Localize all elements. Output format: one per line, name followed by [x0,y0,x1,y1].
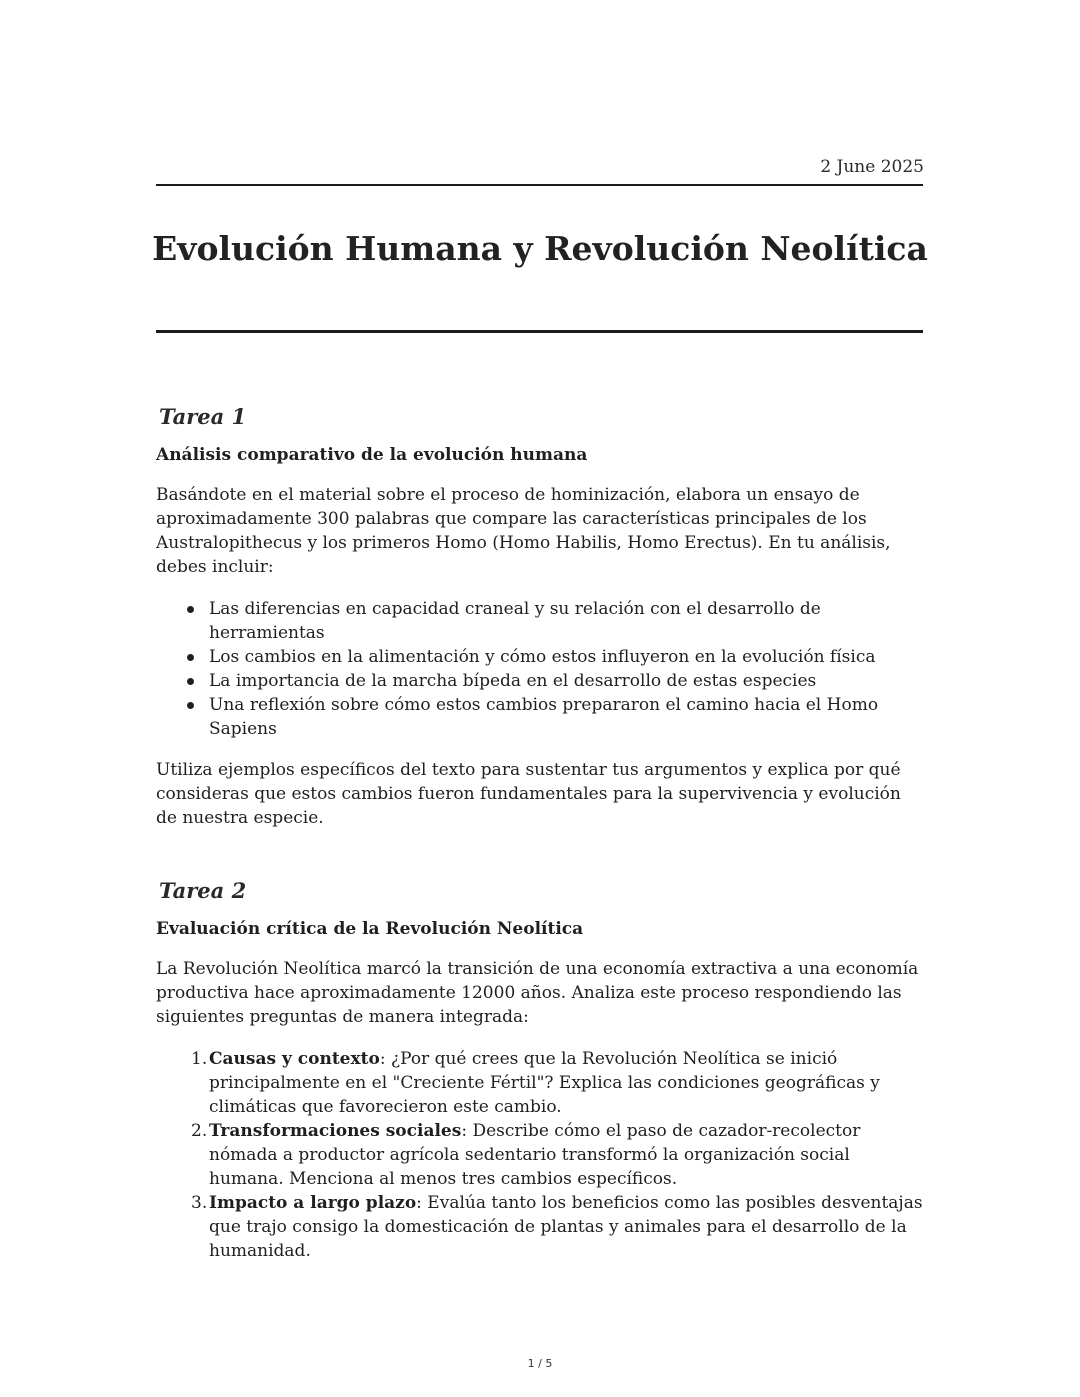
list-item-number: 2. [191,1121,208,1141]
task-1-intro: Basándote en el material sobre el proceso de hominización, elabora un ensayo de aproximadamente 300 palabras que compare las características principales de los Australopithecus y los primeros Homo (Homo Habilis, Homo Erectus). En tu análisis, debes incluir: [156,485,891,577]
question-term: Causas y contexto [209,1049,380,1069]
page-number: 1 / 5 [527,1357,553,1370]
document-date: 2 June 2025 [820,157,924,177]
document-title: Evolución Humana y Revolución Neolítica [152,229,928,268]
question-text: : ¿Por qué crees que la Revolución Neolítica se inició principalmente en el "Creciente Fértil"? Explica las condiciones geográficas y climáticas que favorecieron este cambio. [209,1049,880,1117]
list-item [191,1047,923,1119]
list-item [191,1191,923,1263]
task-2-subtitle: Evaluación crítica de la Revolución Neolítica [156,919,584,939]
list-item [209,597,923,645]
bullet-icon [187,606,194,613]
task-2-intro: La Revolución Neolítica marcó la transición de una economía extractiva a una economía productiva hace aproximadamente 12000 años. Analiza este proceso respondiendo las siguientes preguntas de manera integrada: [156,959,919,1027]
task-1-closing: Utiliza ejemplos específicos del texto para sustentar tus argumentos y explica por qué consideras que estos cambios fueron fundamentales para la supervivencia y evolución de nuestra especie. [156,760,901,828]
list-item [209,669,923,693]
list-item-text: Las diferencias en capacidad craneal y su relación con el desarrollo de herramientas [209,599,821,643]
bullet-icon [187,702,194,709]
task-1-subtitle: Análisis comparativo de la evolución humana [156,445,588,465]
task-2-section [156,877,923,1263]
task-2-question-list [156,1047,923,1263]
list-item [209,645,923,669]
question-term: Transformaciones sociales [209,1121,462,1141]
question-term: Impacto a largo plazo [209,1193,417,1213]
question-text: : Describe cómo el paso de cazador-recolector nómada a productor agrícola sedentario transformó la organización social humana. Menciona al menos tres cambios específicos. [209,1121,861,1189]
question-text: : Evalúa tanto los beneficios como las posibles desventajas que trajo consigo la domesticación de plantas y animales para el desarrollo de la humanidad. [209,1193,923,1261]
list-item [191,1119,923,1191]
task-2-label: Tarea 2 [159,878,247,903]
task-1-bullet-list [156,597,923,741]
list-item-number: 1. [191,1049,208,1069]
list-item-number: 3. [191,1193,208,1213]
list-item-text: Los cambios en la alimentación y cómo estos influyeron en la evolución física [209,647,876,667]
list-item [209,693,923,741]
task-1-section [156,403,923,830]
list-item-text: La importancia de la marcha bípeda en el desarrollo de estas especies [209,671,817,691]
header-divider [156,184,923,186]
bullet-icon [187,654,194,661]
bullet-icon [187,678,194,685]
list-item-text: Una reflexión sobre cómo estos cambios prepararon el camino hacia el Homo Sapiens [209,695,879,739]
title-divider [156,330,923,333]
task-1-label: Tarea 1 [159,404,247,429]
